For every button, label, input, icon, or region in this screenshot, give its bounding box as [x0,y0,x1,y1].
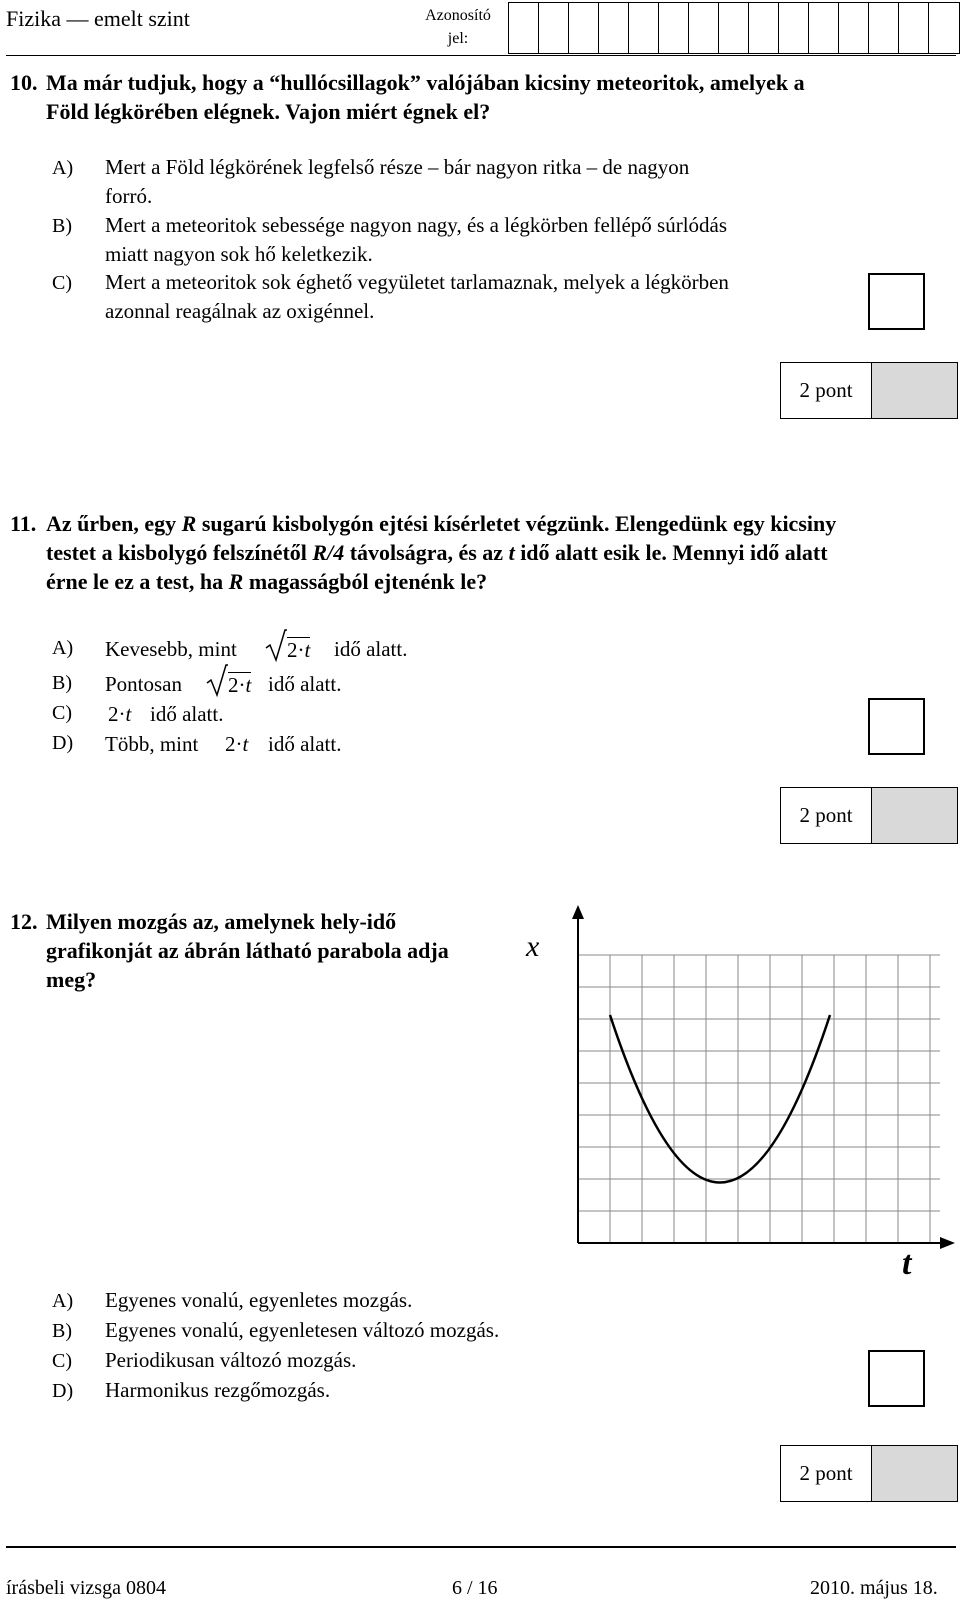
q11-option-c-letter: C) [52,702,72,724]
q10-text-line1: Ma már tudjuk, hogy a “hullócsillagok” valójában kicsiny meteoritok, amelyek a [46,70,805,95]
q11-text-line3: érne le ez a test, ha R magasságból ejtenénk le? [46,569,488,594]
q11-dot: · [235,732,243,756]
q10-points-label: 2 pont [781,363,872,418]
id-label-line2: jel: [447,30,469,47]
id-cell[interactable] [689,3,719,53]
q11-option-d-prefix: Több, mint [105,732,199,756]
q12-option-b-letter: B) [52,1320,72,1342]
id-label-line1: Azonosító [425,7,491,24]
q10-option-a-line1: Mert a Föld légkörének legfelső része – bár nagyon ritka – de nagyon [105,155,690,179]
q11-points-box [780,787,958,844]
q10-option-c-line1: Mert a meteoritok sok éghető vegyületet tarlamaznak, melyek a légkörben [105,270,729,294]
subject-title: Fizika — emelt szint [6,6,190,31]
q11-option-a-radicand [287,637,310,662]
q10-option-c-letter: C) [52,272,72,294]
q11-option-b-suffix: idő alatt. [268,672,342,696]
footer-date: 2010. május 18. [810,1577,938,1599]
q10-answer-box[interactable] [868,273,925,330]
id-cell[interactable] [719,3,749,53]
q11-option-d-letter: D) [52,732,74,754]
q10-text-line2: Föld légkörében elégnek. Vajon miért égnek el? [46,99,491,124]
id-code-boxes[interactable] [508,2,960,54]
q11-dot: · [118,702,126,726]
id-cell[interactable] [809,3,839,53]
sqrt-sign-icon [265,628,287,662]
q10-option-a-letter: A) [52,157,74,179]
q12-option-c-letter: C) [52,1350,72,1372]
id-cell[interactable] [869,3,899,53]
id-cell[interactable] [569,3,599,53]
q11-two: 2 [287,638,298,662]
q11-text-line1: Az űrben, egy R sugarú kisbolygón ejtési kísérletet végzünk. Elengedünk egy kicsiny [46,511,837,536]
id-cell[interactable] [509,3,539,53]
q11-points-score-cell[interactable] [872,788,957,843]
q11-option-b-letter: B) [52,672,72,694]
q10-number: 10. [10,70,38,95]
q12-text-line1: Milyen mozgás az, amelynek hely-idő [46,909,397,934]
q11-two: 2 [228,673,239,697]
graph-x-label: x [526,930,540,963]
q10-option-b-line2: miatt nagyon sok hő keletkezik. [105,242,373,266]
q11-dot: · [238,673,246,697]
q11-t: t [125,702,132,726]
q11-t: t [245,673,252,697]
q12-option-d-letter: D) [52,1380,74,1402]
y-axis-arrow-icon [572,905,584,919]
q10-option-b-letter: B) [52,215,72,237]
q12-text-line3: meg? [46,967,97,992]
id-cell[interactable] [659,3,689,53]
id-cell[interactable] [929,3,959,53]
footer-page-number: 6 / 16 [452,1577,498,1599]
q11-option-c-expr [108,702,131,727]
t-axis-arrow-icon [940,1237,955,1249]
id-cell[interactable] [779,3,809,53]
id-cell[interactable] [899,3,929,53]
q11-option-d-expr [225,732,248,757]
q10-option-a-line2: forró. [105,184,153,208]
id-cell[interactable] [599,3,629,53]
q12-option-d-text: Harmonikus rezgőmozgás. [105,1378,331,1402]
q11-two: 2 [108,702,119,726]
id-cell[interactable] [839,3,869,53]
q11-option-d-suffix: idő alatt. [268,732,342,756]
q11-option-a-prefix: Kevesebb, mint [105,637,237,661]
q10-option-c-line2: azonnal reagálnak az oxigénnel. [105,299,375,323]
q11-option-b-prefix: Pontosan [105,672,183,696]
q11-number: 11. [10,511,37,536]
q11-points-label: 2 pont [781,788,872,843]
graph-t-label: t [902,1245,912,1282]
q11-dot: · [297,638,305,662]
position-time-graph [530,905,960,1275]
q12-points-label: 2 pont [781,1446,872,1501]
q12-option-b-text: Egyenes vonalú, egyenletesen változó mozgás. [105,1318,500,1342]
q12-text-line2: grafikonját az ábrán látható parabola adja [46,938,449,963]
graph-grid [578,955,940,1243]
q10-points-score-cell[interactable] [872,363,957,418]
id-label [418,4,498,50]
sqrt-sign-icon [206,663,228,697]
q12-option-a-letter: A) [52,1290,74,1312]
q10-points-box [780,362,958,419]
q11-answer-box[interactable] [868,698,925,755]
q11-text-line2: testet a kisbolygó felszínétől R/4 távolságra, és az t idő alatt esik le. Mennyi idő alatt [46,540,828,565]
q12-answer-box[interactable] [868,1350,925,1407]
q11-two: 2 [225,732,236,756]
q12-number: 12. [10,909,38,934]
q11-option-a-suffix: idő alatt. [334,637,408,661]
parabola-curve [610,1015,830,1183]
q11-option-b-radicand [228,672,251,697]
q11-option-c-suffix: idő alatt. [150,702,224,726]
id-cell[interactable] [749,3,779,53]
q12-option-c-text: Periodikusan változó mozgás. [105,1348,357,1372]
footer-divider [6,1546,956,1548]
id-cell[interactable] [629,3,659,53]
q11-option-a-letter: A) [52,637,74,659]
q12-points-score-cell[interactable] [872,1446,957,1501]
q10-option-b-line1: Mert a meteoritok sebessége nagyon nagy, és a légkörben fellépő súrlódás [105,213,728,237]
q12-option-a-text: Egyenes vonalú, egyenletes mozgás. [105,1288,413,1312]
q11-t: t [304,638,311,662]
q12-points-box [780,1445,958,1502]
footer-exam-code: írásbeli vizsga 0804 [6,1577,166,1599]
header-divider [6,55,956,56]
id-cell[interactable] [539,3,569,53]
q11-t: t [242,732,249,756]
